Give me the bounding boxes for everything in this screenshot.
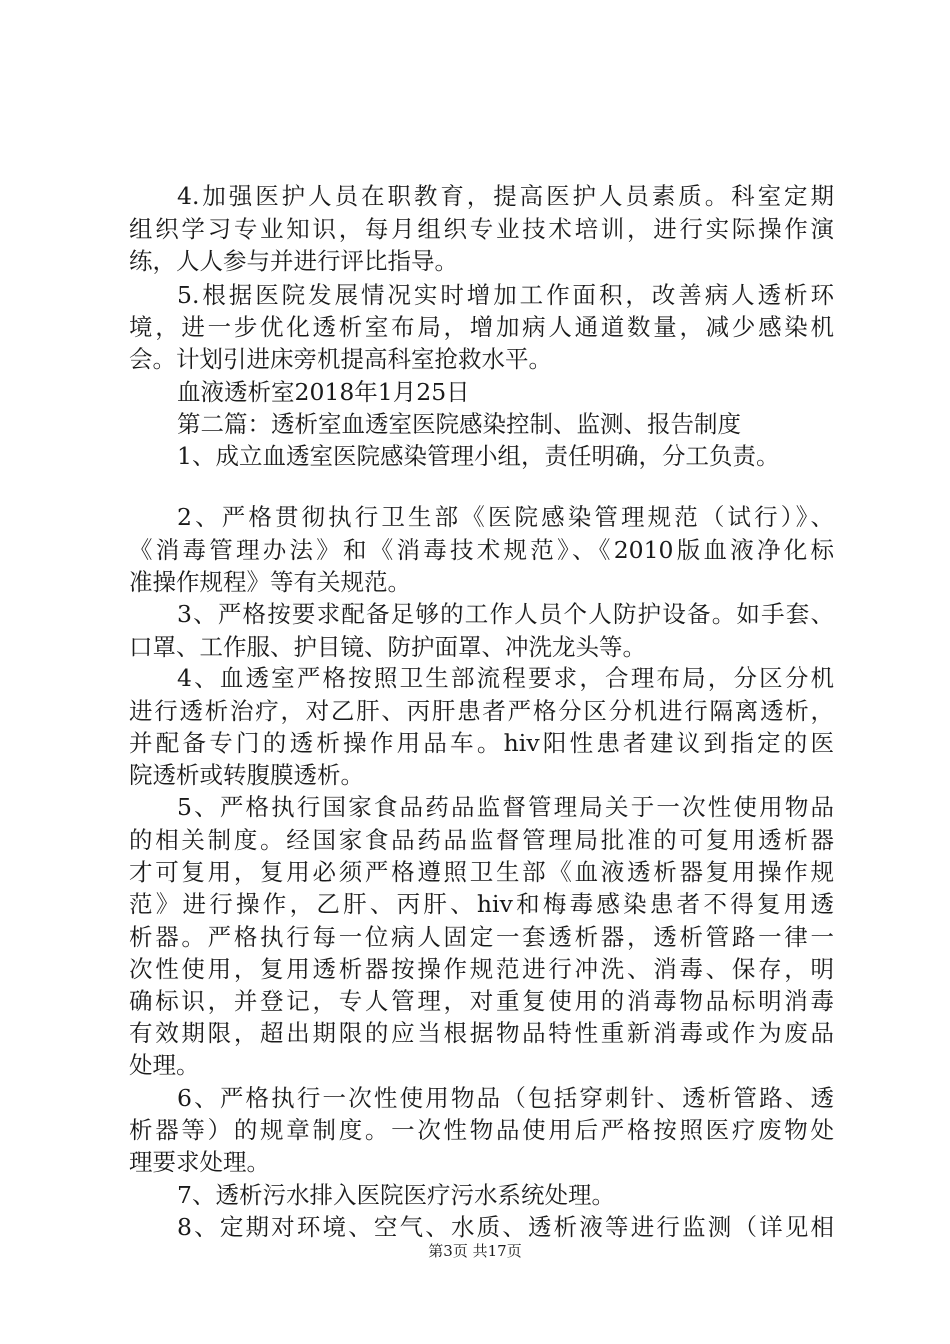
text-line: 进行透析治疗，对乙肝、丙肝患者严格分区分机进行隔离透析， [129,697,834,725]
text-line: 《消毒管理办法》和《消毒技术规范》、《2010版血液净化标 [129,536,834,564]
text-line: 5、严格执行国家食品药品监督管理局关于一次性使用物品 [177,793,834,821]
text-line: 才可复用，复用必须严格遵照卫生部《血液透析器复用操作规 [129,858,834,886]
text-line: 境，进一步优化透析室布局，增加病人通道数量，减少感染机 [129,313,834,341]
text-line: 会。计划引进床旁机提高科室抢救水平。 [129,345,552,373]
text-line: 练，人人参与并进行评比指导。 [129,247,458,275]
text-line: 第二篇：透析室血透室医院感染控制、监测、报告制度 [177,410,741,438]
text-line: 有效期限，超出期限的应当根据物品特性重新消毒或作为废品 [129,1019,834,1047]
text-line: 血液透析室2018年1月25日 [177,378,470,406]
text-line: 组织学习专业知识，每月组织专业技术培训，进行实际操作演 [129,215,834,243]
page-footer: 第3页 共17页 [428,1242,522,1260]
text-line: 4、血透室严格按照卫生部流程要求，合理布局，分区分机 [177,664,834,692]
text-line: 2、严格贯彻执行卫生部《医院感染管理规范（试行）》、 [177,503,834,531]
text-line: 院透析或转腹膜透析。 [129,761,364,789]
text-line: 1、成立血透室医院感染管理小组，责任明确，分工负责。 [177,442,780,470]
text-line: 处理。 [129,1051,200,1079]
text-line: 5.根据医院发展情况实时增加工作面积，改善病人透析环 [177,281,834,309]
text-line: 7、透析污水排入医院医疗污水系统处理。 [177,1181,615,1209]
text-line: 口罩、工作服、护目镜、防护面罩、冲洗龙头等。 [129,633,646,661]
text-line: 8、定期对环境、空气、水质、透析液等进行监测（详见相 [177,1213,834,1241]
text-line: 析器。严格执行每一位病人固定一套透析器，透析管路一律一 [129,923,834,951]
text-line: 3、严格按要求配备足够的工作人员个人防护设备。如手套、 [177,600,834,628]
text-line: 4.加强医护人员在职教育，提高医护人员素质。科室定期 [177,182,834,210]
text-line: 并配备专门的透析操作用品车。hiv阳性患者建议到指定的医 [129,729,834,757]
text-line: 析器等）的规章制度。一次性物品使用后严格按照医疗废物处 [129,1116,834,1144]
text-line: 的相关制度。经国家食品药品监督管理局批准的可复用透析器 [129,826,834,854]
text-line: 6、严格执行一次性使用物品（包括穿刺针、透析管路、透 [177,1084,834,1112]
text-line: 理要求处理。 [129,1148,270,1176]
text-line: 准操作规程》等有关规范。 [129,568,411,596]
text-line: 次性使用，复用透析器按操作规范进行冲洗、消毒、保存，明 [129,955,834,983]
text-line: 范》进行操作，乙肝、丙肝、hiv和梅毒感染患者不得复用透 [129,890,834,918]
text-line: 确标识，并登记，专人管理，对重复使用的消毒物品标明消毒 [129,987,834,1015]
